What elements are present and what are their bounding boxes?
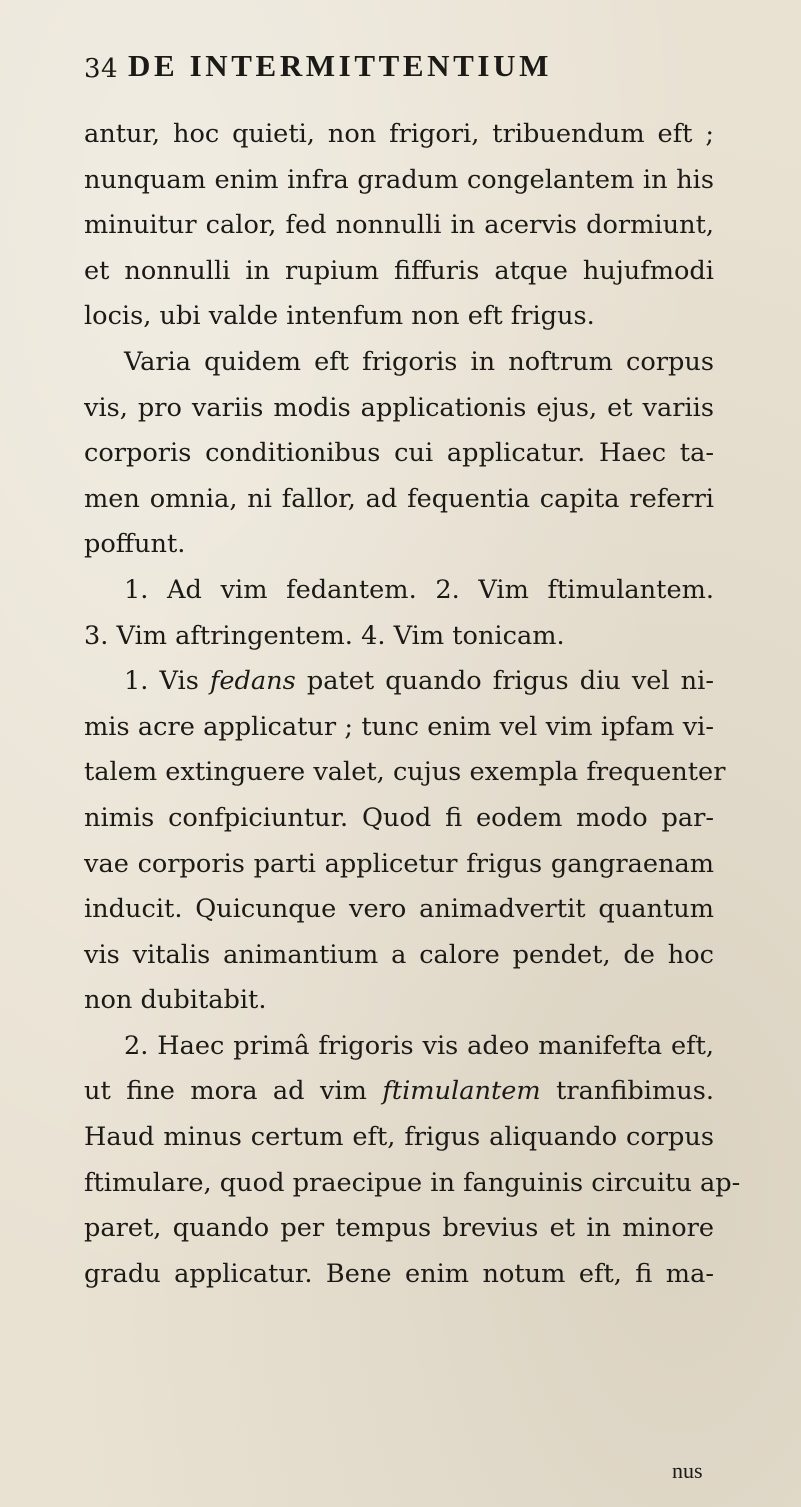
text-line: vis, pro variis modis applicationis ejus, et variis: [84, 392, 714, 423]
text-line: nunquam enim infra gradum congelantem in his: [84, 164, 714, 195]
page-number: 34: [84, 54, 119, 84]
text-line: Haud minus certum eft, frigus aliquando corpus: [84, 1122, 714, 1153]
text-line: 1. Ad vim fedantem. 2. Vim ftimulantem.: [124, 574, 714, 605]
text-line: men omnia, ni fallor, ad fequentia capita referri: [84, 483, 714, 514]
body-text: [84, 112, 741, 1297]
text-line: paret, quando per tempus brevius et in minore: [84, 1213, 714, 1244]
text-line: poffunt.: [84, 529, 186, 560]
running-head: [84, 48, 724, 88]
text-line: [84, 1069, 714, 1115]
text-line: mis acre applicatur ; tunc enim vel vim ipfam vi-: [84, 711, 714, 742]
text-line: et nonnulli in rupium fiffuris atque hujufmodi: [84, 255, 714, 286]
text-line: vis vitalis animantium a calore pendet, de hoc: [84, 939, 714, 970]
text-line: Varia quidem eft frigoris in noftrum corpus: [124, 346, 714, 377]
text-line: ftimulare, quod praecipue in fanguinis circuitu ap-: [84, 1167, 741, 1198]
text-line: corporis conditionibus cui applicatur. Haec ta-: [84, 438, 714, 469]
text-line: nimis confpiciuntur. Quod fi eodem modo par-: [84, 802, 714, 833]
text-line: 2. Haec primâ frigoris vis adeo manifefta eft,: [124, 1030, 714, 1061]
text-line: non dubitabit.: [84, 985, 267, 1016]
text-line: inducit. Quicunque vero animadvertit quantum: [84, 894, 714, 925]
text-line: antur, hoc quieti, non frigori, tribuendum eft ;: [84, 119, 714, 149]
text-line: minuitur calor, fed nonnulli in acervis dormiunt,: [84, 210, 714, 241]
text-line: 3. Vim aftringentem. 4. Vim tonicam.: [84, 620, 565, 651]
italic-term: ftimulantem: [382, 1076, 541, 1107]
catchword: nus: [672, 1458, 703, 1483]
text-run: 1. Vis: [124, 666, 210, 697]
running-title: DE INTERMITTENTIUM: [128, 48, 552, 83]
text-line: [84, 659, 714, 705]
italic-term: fedans: [209, 666, 296, 697]
text-line: vae corporis parti applicetur frigus gangraenam: [84, 848, 714, 879]
text-run: ut fine mora ad vim: [84, 1076, 383, 1107]
text-run: tranfibimus.: [540, 1076, 715, 1107]
text-line: locis, ubi valde intenfum non eft frigus.: [84, 301, 595, 332]
text-line: talem extinguere valet, cujus exempla frequenter: [84, 757, 726, 788]
text-line: gradu applicatur. Bene enim notum eft, fi ma-: [84, 1258, 714, 1289]
text-run: patet quando frigus diu vel ni-: [295, 666, 714, 697]
